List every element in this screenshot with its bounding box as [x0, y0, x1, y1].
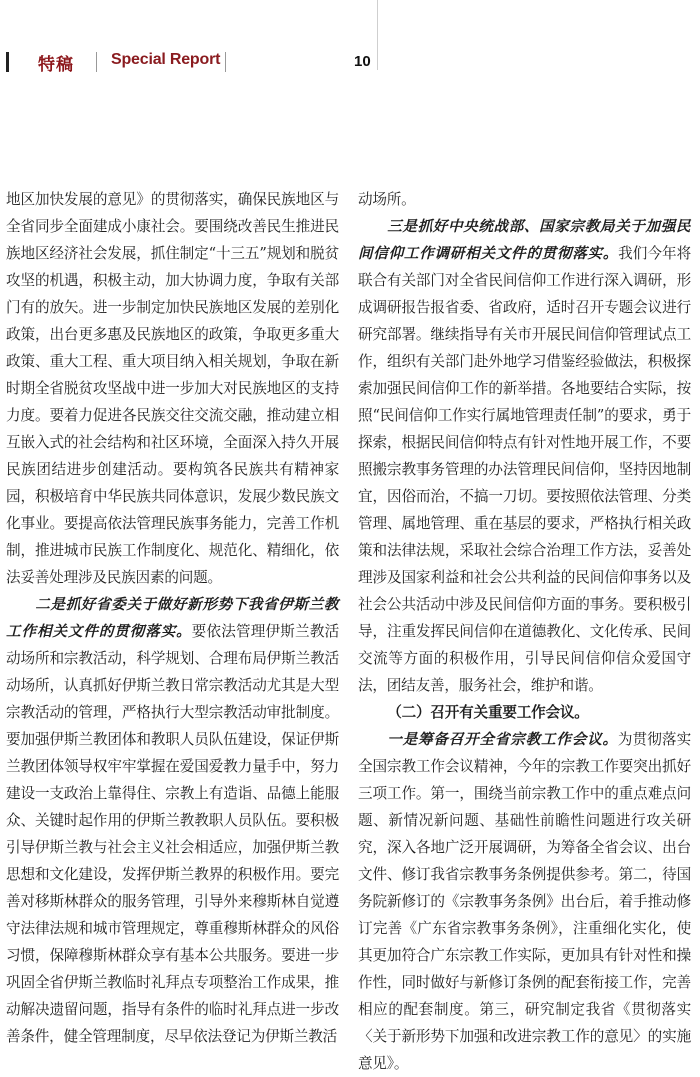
paragraph-body: 要依法管理伊斯兰教活动场所和宗教活动，科学规划、合理布局伊斯兰教活动场所，认真抓好伊斯兰教日常宗教活动尤其是大型宗教活动的管理，严格执行大型宗教活动审批制度。要加强伊斯兰教团体和教职人员队伍建设，保证伊斯兰教团体领导权牢牢掌握在爱国爱教力量手中，努力建设一支政治上靠得住、宗教上有造诣、品德上能服众、关键时起作用的伊斯兰教教职人员队伍。要积极引导伊斯兰教与社会主义社会相适应，加强伊斯兰教思想和文化建设，发挥伊斯兰教界的积极作用。要完善对移斯林群众的服务管理，引导外来穆斯林自觉遵守法律法规和城市管理规定，尊重穆斯林群众的风俗习惯，保障穆斯林群众享有基本公共服务。要进一步巩固全省伊斯兰教临时礼拜点专项整治工作成果，推动解决遗留问题，指导有条件的临时礼拜点进一步改善条件，健全管理制度，尽早依法登记为伊斯兰教活	[6, 623, 339, 1045]
page-header	[0, 50, 700, 76]
paragraph-lead: 二是抓好省委关于做好新形势下我省伊斯兰教工作相关文件的贯彻落实。	[6, 596, 339, 640]
section-title-cn: 特稿	[38, 55, 74, 75]
header-divider	[225, 52, 226, 72]
paragraph-body: 为贯彻落实全国宗教工作会议精神，今年的宗教工作要突出抓好三项工作。第一，围绕当前宗教工作中的重点难点问题、新情况新问题、基础性前瞻性问题进行攻关研究，深入各地广泛开展调研，为筹备全省会议、出台文件、修订我省宗教事务条例提供参考。第二，待国务院新修订的《宗教事务条例》出台后，着手推动修订完善《广东省宗教事务条例》，注重细化实化，使其更加符合广东宗教工作实际，更加具有针对性和操作性，同时做好与新修订条例的配套衔接工作，完善相应的配套制度。第三，研究制定我省《贯彻落实〈关于新形势下加强和改进宗教工作的意见〉的实施意见》。	[358, 731, 691, 1072]
paragraph	[6, 591, 339, 1050]
header-bar	[6, 52, 9, 72]
paragraph	[358, 213, 691, 699]
paragraph: 地区加快发展的意见》的贯彻落实，确保民族地区与全省同步全面建成小康社会。要围绕改善民生推进民族地区经济社会发展，抓住制定“十三五”规划和脱贫攻坚的机遇，积极主动，加大协调力度，争取有关部门有的放矢。进一步制定加快民族地区发展的差别化政策，出台更多惠及民族地区的政策，争取更多重大政策、重大工程、重大项目纳入相关规划，争取在新时期全省脱贫攻坚战中进一步加大对民族地区的支持力度。要着力促进各民族交往交流交融，推动建立相互嵌入式的社会结构和社区环境，全面深入持久开展民族团结进步创建活动。要构筑各民族共有精神家园，积极培育中华民族共同体意识，发展少数民族文化事业。要提高依法管理民族事务能力，完善工作机制，推进城市民族工作制度化、规范化、精细化，依法妥善处理涉及民族因素的问题。	[6, 191, 339, 586]
paragraph	[358, 726, 691, 1077]
header-divider	[96, 52, 97, 72]
paragraph-lead: 一是筹备召开全省宗教工作会议。	[387, 731, 618, 748]
paragraph-body: 我们今年将联合有关部门对全省民间信仰工作进行深入调研，形成调研报告报省委、省政府，适时召开专题会议进行研究部署。继续指导有关市开展民间信仰管理试点工作，组织有关部门赴外地学习借鉴经验做法，积极探索加强民间信仰工作的新举措。各地要结合实际，按照“民间信仰工作实行属地管理责任制”的要求，勇于探索，根据民间信仰特点有针对性地开展工作，不要照搬宗教事务管理的办法管理民间信仰，坚持因地制宜，因俗而治，不搞一刀切。要按照依法管理、分类管理、属地管理、重在基层的要求，严格执行相关政策和法律法规，采取社会综合治理工作方法，妥善处理涉及国家利益和社会公共利益的民间信仰事务以及社会公共活动中涉及民间信仰方面的事务。要积极引导，注重发挥民间信仰在道德教化、文化传承、民间交流等方面的积极作用，引导民间信仰信众爱国守法，团结友善，服务社会，维护和谐。	[358, 245, 691, 694]
section-subheading: （二）召开有关重要工作会议。	[387, 704, 589, 721]
page-number: 10	[354, 53, 371, 70]
right-column	[358, 186, 691, 1077]
left-column	[6, 186, 339, 1050]
paragraph: 动场所。	[358, 191, 416, 208]
paragraph-lead: 三是抓好中央统战部、国家宗教局关于加强民间信仰工作调研相关文件的贯彻落实。	[358, 218, 691, 262]
section-title-en: Special Report	[111, 51, 221, 68]
